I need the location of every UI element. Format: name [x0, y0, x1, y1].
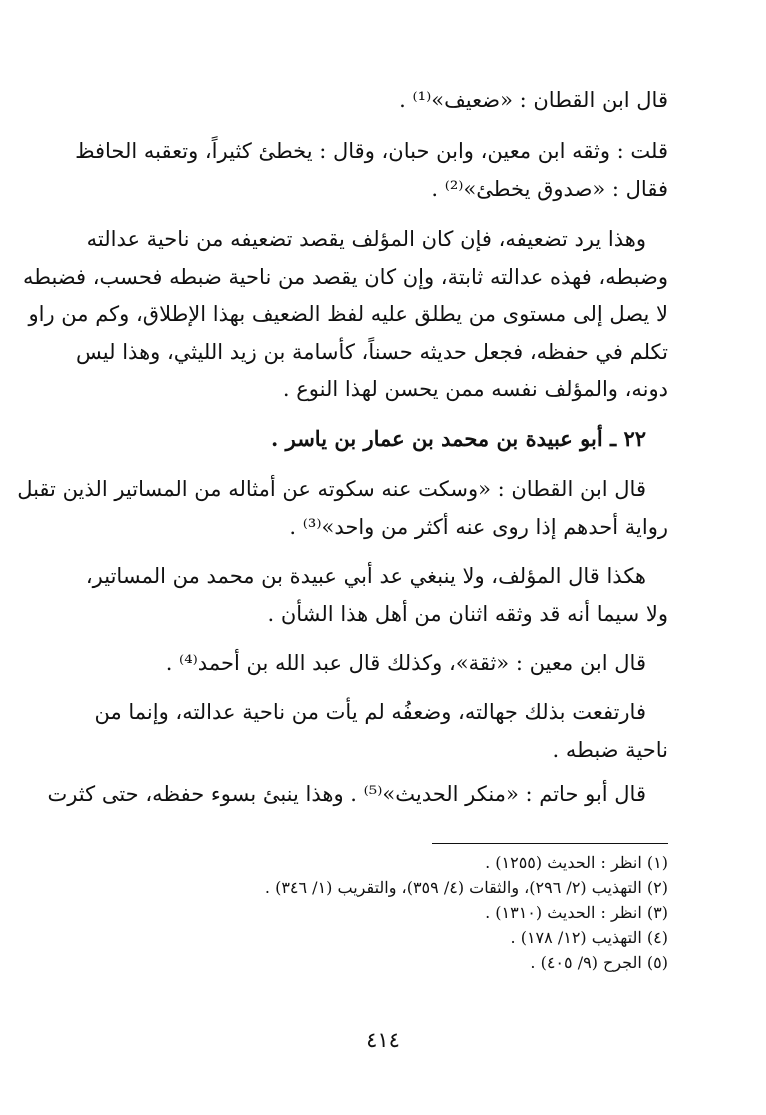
body-line-2: قلت : وثقه ابن معين، وابن حبان، وقال : يخطئ كثيراً، وتعقبه الحافظ: [75, 139, 668, 163]
footnote-1: (١) انظر : الحديث (١٢٥٥) .: [485, 853, 668, 872]
footnote-separator: [432, 843, 668, 844]
body-line-17: قال أبو حاتم : «منكر الحديث»⁽⁵⁾ . وهذا ينبئ بسوء حفظه، حتى كثرت: [47, 782, 646, 806]
body-line-3: فقال : «صدوق يخطئ»⁽²⁾ .: [431, 177, 668, 201]
body-line-8: دونه، والمؤلف نفسه ممن يحسن لهذا النوع .: [282, 377, 668, 401]
footnote-3: (٣) انظر : الحديث (١٣١٠) .: [485, 903, 668, 922]
body-line-1: قال ابن القطان : «ضعيف»⁽¹⁾ .: [399, 88, 668, 112]
body-line-13: ولا سيما أنه قد وثقه اثنان من أهل هذا الشأن .: [267, 602, 668, 626]
body-line-16: ناحية ضبطه .: [552, 738, 668, 762]
body-line-5: وضبطه، فهذه عدالته ثابتة، وإن كان يقصد من ناحية ضبطه فحسب، فضبطه: [22, 265, 668, 289]
body-line-4: وهذا يرد تضعيفه، فإن كان المؤلف يقصد تضعيفه من ناحية عدالته: [86, 227, 646, 251]
section-heading: ٢٢ ـ أبو عبيدة بن محمد بن عمار بن ياسر .: [271, 426, 646, 451]
footnote-2: (٢) التهذيب (٢/ ٢٩٦)، والثقات (٤/ ٣٥٩)، والتقريب (١/ ٣٤٦) .: [264, 878, 668, 897]
footnote-5: (٥) الجرح (٩/ ٤٠٥) .: [530, 953, 668, 972]
body-line-12: هكذا قال المؤلف، ولا ينبغي عد أبي عبيدة بن محمد من المساتير،: [85, 564, 646, 588]
body-line-7: تكلم في حفظه، فجعل حديثه حسناً، كأسامة بن زيد الليثي، وهذا ليس: [76, 340, 668, 364]
body-line-14: قال ابن معين : «ثقة»، وكذلك قال عبد الله بن أحمد⁽⁴⁾ .: [165, 651, 646, 675]
body-line-6: لا يصل إلى مستوى من يطلق عليه لفظ الضعيف بهذا الإطلاق، وكم من راو: [28, 302, 668, 326]
footnote-4: (٤) التهذيب (١٢/ ١٧٨) .: [510, 928, 668, 947]
body-line-10: قال ابن القطان : «وسكت عنه سكوته عن أمثاله من المساتير الذين تقبل: [17, 477, 646, 501]
page-number: ٤١٤: [366, 1028, 400, 1052]
body-line-15: فارتفعت بذلك جهالته، وضعفُه لم يأت من ناحية عدالته، وإنما من: [94, 700, 646, 724]
body-line-11: رواية أحدهم إذا روى عنه أكثر من واحد»⁽³⁾ .: [289, 515, 668, 539]
